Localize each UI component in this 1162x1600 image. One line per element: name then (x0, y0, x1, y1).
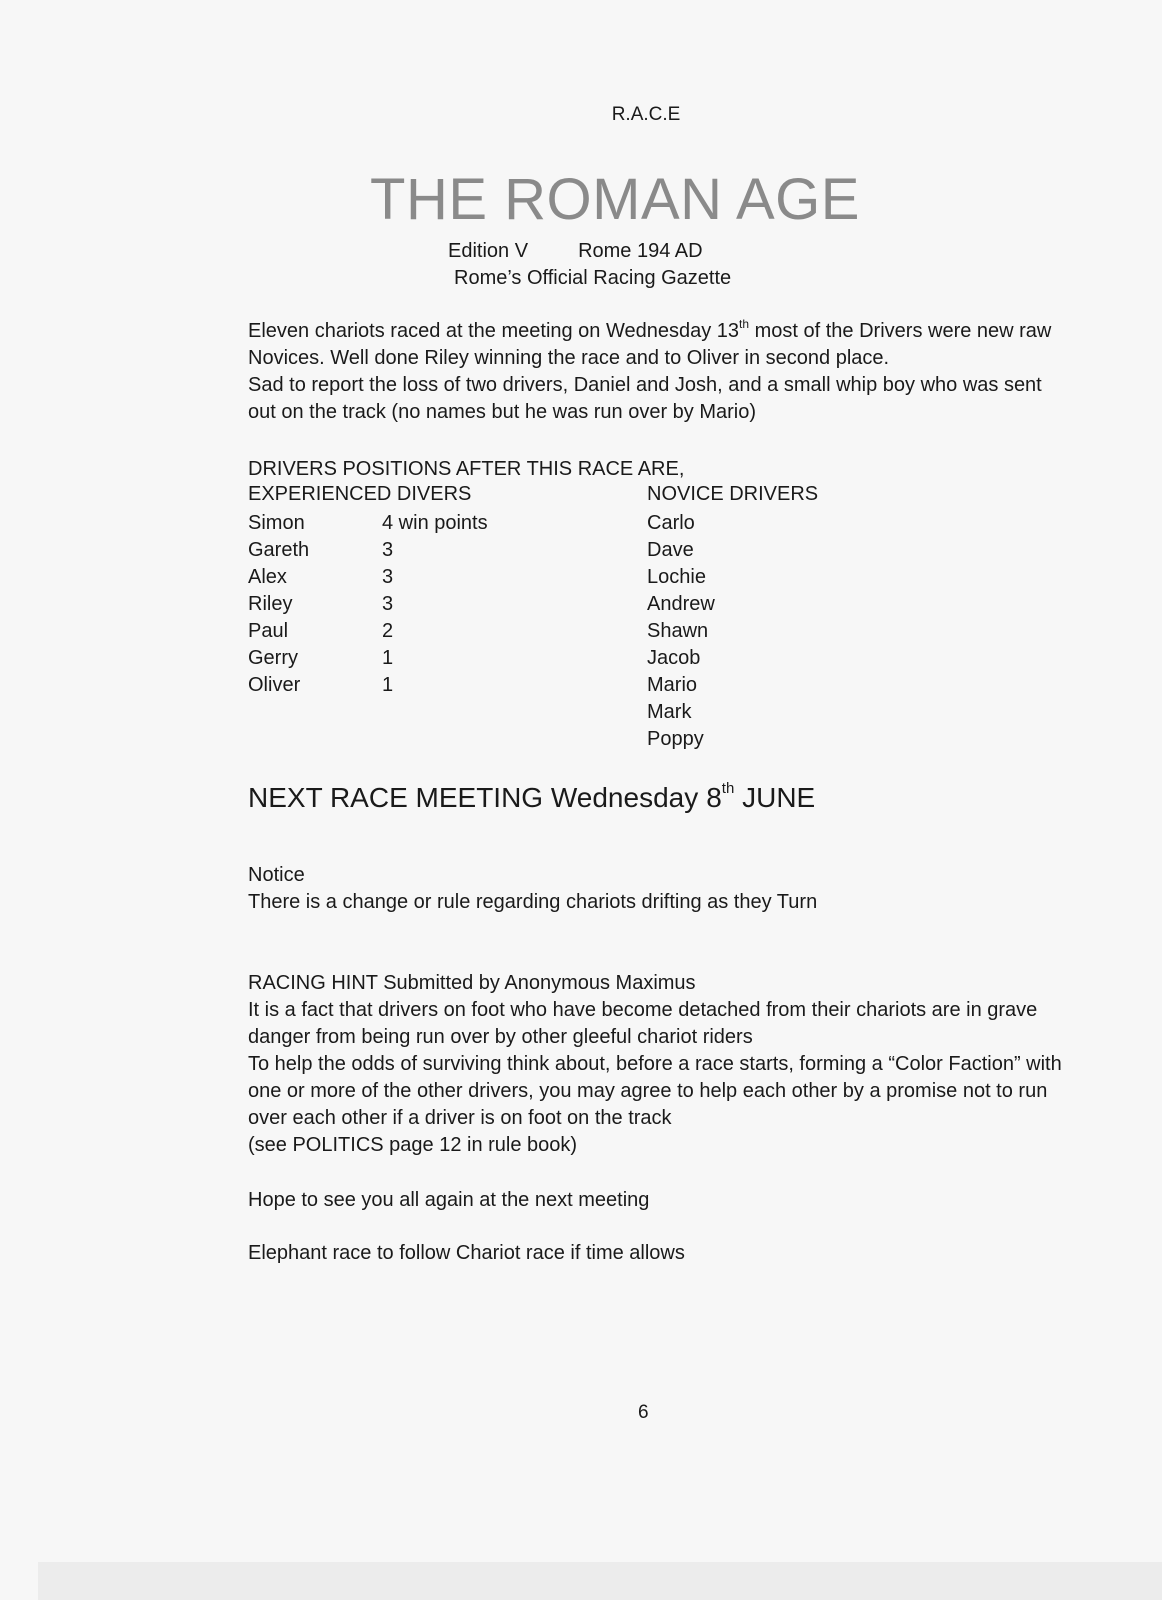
list-item: Jacob (647, 647, 701, 669)
driver-name: Paul (248, 620, 289, 642)
intro-text (248, 318, 1068, 426)
driver-points: 3 (382, 593, 394, 615)
list-item: Carlo (647, 512, 695, 534)
driver-points: 3 (382, 566, 394, 588)
experienced-header: EXPERIENCED DIVERS (248, 483, 472, 505)
closing-elephant: Elephant race to follow Chariot race if time allows (248, 1242, 685, 1264)
page-number: 6 (638, 1402, 649, 1423)
list-item (248, 618, 488, 645)
kicker: R.A.C.E (611, 104, 681, 125)
next-race-heading (248, 782, 815, 814)
racing-hint-section (248, 970, 1088, 1159)
list-item: Poppy (647, 728, 704, 750)
hint-paragraph-1: It is a fact that drivers on foot who have become detached from their chariots are in grave danger from being run over by other gleeful chariot riders (248, 999, 1038, 1048)
notice-heading: Notice (248, 864, 305, 886)
notice-section (248, 862, 1068, 916)
next-race-label: NEXT RACE MEETING Wednesday (248, 782, 699, 813)
list-item (248, 672, 488, 699)
novice-header: NOVICE DRIVERS (647, 483, 819, 505)
edition: Edition V (448, 240, 529, 262)
list-item (248, 510, 488, 537)
driver-name: Alex (248, 566, 287, 588)
intro-paragraph-2: Sad to report the loss of two drivers, Daniel and Josh, and a small whip boy who was sent out on the track (no names but he was run over by Mario) (248, 374, 1042, 423)
driver-points: 2 (382, 620, 394, 642)
next-race-day: 8 (706, 782, 722, 813)
novice-list (647, 510, 715, 753)
page-bottom-edge (38, 1562, 1162, 1600)
driver-name: Simon (248, 512, 305, 534)
list-item: Dave (647, 539, 694, 561)
driver-points: 1 (382, 674, 394, 696)
list-item (248, 591, 488, 618)
list-item: Shawn (647, 620, 709, 642)
closing-hope: Hope to see you all again at the next meeting (248, 1189, 650, 1211)
driver-points: 1 (382, 647, 394, 669)
driver-name: Gareth (248, 539, 310, 561)
page-title: THE ROMAN AGE (370, 167, 860, 232)
hint-paragraph-2: To help the odds of surviving think about, before a race starts, forming a “Color Faction” with one or more of the other drivers, you may agree to help each other by a promise not to run over each other if a driver is on foot on the track (248, 1053, 1062, 1129)
driver-points: 3 (382, 539, 394, 561)
intro-paragraph-1: Eleven chariots raced at the meeting on Wednesday 13th most of the Drivers were new raw Novices. Well done Riley winning the race and to Oliver in second place. (248, 317, 1052, 369)
driver-name: Riley (248, 593, 293, 615)
list-item (248, 537, 488, 564)
list-item: Mario (647, 674, 698, 696)
driver-name: Oliver (248, 674, 301, 696)
list-item (248, 645, 488, 672)
notice-text: There is a change or rule regarding chariots drifting as they Turn (248, 891, 818, 913)
list-item: Mark (647, 701, 692, 723)
next-race-day-suffix: th (721, 780, 735, 797)
place-date: Rome 194 AD (578, 240, 703, 262)
hint-heading: RACING HINT Submitted by Anonymous Maximus (248, 972, 696, 994)
next-race-month: JUNE (734, 782, 816, 813)
list-item: Lochie (647, 566, 706, 588)
experienced-list (248, 510, 488, 699)
hint-paragraph-3: (see POLITICS page 12 in rule book) (248, 1134, 578, 1156)
gazette-subtitle: Rome’s Official Racing Gazette (454, 267, 732, 289)
positions-title: DRIVERS POSITIONS AFTER THIS RACE ARE, (248, 458, 685, 480)
list-item: Andrew (647, 593, 715, 615)
driver-points: 4 win points (382, 512, 488, 534)
edition-line (448, 240, 703, 263)
driver-name: Gerry (248, 647, 298, 669)
list-item (248, 564, 488, 591)
